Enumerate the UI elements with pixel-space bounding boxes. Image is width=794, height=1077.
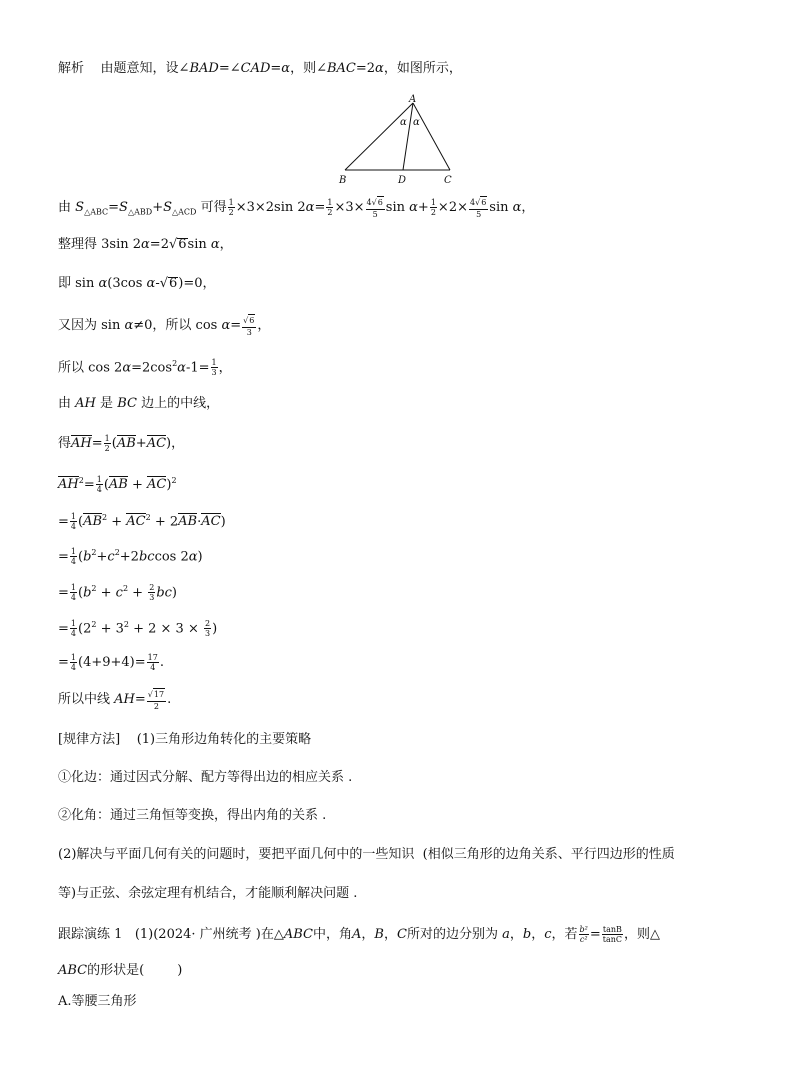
text: =	[58, 585, 69, 601]
vector: AB	[108, 477, 128, 493]
superscript: 2	[91, 548, 97, 557]
var: α	[146, 276, 156, 291]
method-label: [规律方法]	[58, 732, 121, 747]
vector: AH	[58, 477, 79, 493]
text: ，如图所示，	[383, 61, 462, 76]
label-b: B	[339, 175, 347, 186]
text: ①化边：通过因式分解、配方等得出边的相应关系 .	[58, 770, 353, 785]
text: +	[96, 585, 116, 601]
var: ABC	[283, 927, 313, 942]
text: 由题意知，设∠	[100, 61, 190, 76]
var: A	[352, 927, 362, 942]
superscript: 2	[91, 620, 97, 629]
text: (	[78, 514, 84, 530]
text: ，	[383, 927, 397, 942]
fraction: $\frac{√17}{2}$	[147, 690, 165, 711]
text: 是	[100, 396, 114, 411]
text: ×2×	[437, 200, 468, 215]
equation-line	[58, 653, 164, 672]
text: =	[134, 692, 146, 707]
fraction: $\frac{√6}{3}$	[243, 316, 255, 337]
text: (	[103, 477, 109, 493]
text: =	[108, 200, 120, 215]
text: (3cos	[107, 276, 143, 291]
text: ，	[257, 318, 271, 333]
text: =	[91, 436, 103, 451]
text: cos 2	[154, 549, 189, 565]
var: α	[281, 61, 291, 76]
text: +2	[119, 549, 139, 565]
text: 可得	[200, 200, 227, 215]
var: C	[397, 927, 407, 942]
bisector-ad	[403, 103, 413, 170]
fraction: $\frac{1}{3}$	[211, 358, 217, 378]
text: =2	[149, 237, 169, 252]
text: 所以中线	[58, 692, 111, 707]
text: )	[220, 514, 226, 530]
vector: AH	[71, 436, 92, 451]
fraction: $\frac{2}{3}$	[204, 619, 211, 639]
var: α	[221, 318, 231, 333]
text: ，	[218, 360, 232, 376]
var: c	[115, 585, 123, 601]
text: ，若	[551, 927, 578, 942]
text: sin	[489, 200, 509, 215]
var: b	[83, 549, 92, 565]
fraction: $\frac{1}{4}$	[70, 547, 76, 567]
text: ×3×2sin 2	[235, 200, 306, 215]
var: α	[141, 237, 150, 252]
vector: AC	[201, 514, 221, 530]
superscript: 2	[122, 584, 129, 593]
vector: AB	[83, 514, 103, 530]
text: )	[197, 549, 203, 565]
text: =	[58, 549, 69, 565]
fraction: $\frac{1}{2}$	[430, 198, 436, 217]
text: =	[314, 200, 326, 215]
equation-line	[58, 544, 203, 566]
var: BAD	[189, 61, 219, 76]
side-ac	[413, 103, 450, 170]
solution-label: 解析	[58, 61, 85, 76]
var: α	[305, 200, 315, 215]
text: ×3×	[334, 200, 365, 215]
superscript: 2	[78, 476, 84, 485]
text: 的形状是( )	[87, 963, 183, 978]
text: +	[417, 200, 429, 215]
equation-line	[58, 395, 219, 413]
var: α	[188, 549, 198, 565]
vector: AB	[178, 514, 198, 530]
fraction: $\frac{1}{2}$	[104, 434, 110, 453]
text: 又因为 sin	[58, 318, 121, 333]
practice-label: 跟踪演练 1	[58, 927, 123, 942]
var: b	[83, 585, 92, 601]
text: .	[167, 692, 172, 707]
text: +	[135, 436, 147, 451]
area-equation	[58, 196, 534, 222]
text: =∠	[218, 61, 241, 76]
text: )	[171, 585, 177, 601]
equation-line	[58, 314, 270, 337]
angle-label: α	[413, 117, 420, 128]
text: =	[58, 514, 69, 530]
equation-line	[58, 580, 177, 602]
text: (4+9+4)=	[78, 655, 146, 670]
text: =	[83, 477, 95, 493]
text: (	[111, 436, 117, 451]
text: =	[230, 318, 242, 333]
var: α	[122, 360, 132, 376]
text: + 2	[150, 514, 179, 530]
var: b	[522, 927, 532, 942]
fraction: $\frac{2}{3}$	[149, 583, 155, 603]
text: 边上的中线，	[141, 396, 220, 411]
var: α	[177, 360, 186, 376]
text: ，	[531, 927, 545, 942]
text: ·	[197, 514, 202, 530]
equation-line	[58, 434, 184, 453]
text: 中，角	[313, 927, 353, 942]
superscript: 2	[102, 513, 108, 522]
text: ，	[521, 200, 535, 215]
equation-line	[58, 616, 217, 638]
fraction: $\frac{1}{2}$	[327, 198, 333, 217]
var: bc	[138, 549, 155, 565]
text: +	[96, 549, 108, 565]
text: 所对的边分别为	[406, 927, 498, 942]
solution-intro	[58, 60, 462, 78]
subscript: △ACD	[172, 207, 197, 217]
text: (1)三角形边角转化的主要策略	[136, 732, 312, 747]
text: =	[58, 621, 69, 637]
practice-question-cont	[58, 962, 182, 980]
triangle-figure	[334, 92, 464, 186]
var: c	[107, 549, 115, 565]
var: α	[124, 318, 134, 333]
text: ，	[219, 237, 233, 252]
option-label: A.等腰三角形	[58, 994, 137, 1009]
text: 即 sin	[58, 276, 95, 291]
var: a	[502, 927, 510, 942]
method-item	[58, 769, 352, 787]
vector: AB	[116, 436, 136, 451]
text: +	[152, 200, 164, 215]
text: 整理得 3sin 2	[58, 237, 142, 252]
text: =2	[355, 61, 376, 76]
equation-line: 整理得 3sin 2α=2√6sin α，	[58, 237, 233, 252]
fraction: $\frac{1}{2}$	[228, 198, 234, 217]
superscript: 2	[145, 513, 151, 522]
angle-label: α	[400, 117, 407, 128]
text: +	[107, 514, 127, 530]
practice-question	[58, 925, 660, 944]
var: c	[544, 927, 552, 942]
radical: 6	[169, 276, 178, 291]
var: AH	[114, 692, 135, 707]
var: α	[98, 276, 108, 291]
fraction: $\frac{4√6}{5}$	[366, 198, 383, 219]
superscript: 2	[91, 584, 97, 593]
method-item	[58, 846, 675, 864]
var: S	[163, 200, 172, 215]
var: α	[210, 237, 220, 252]
var: B	[374, 927, 384, 942]
text: +	[127, 477, 148, 493]
radical: 6	[178, 237, 187, 252]
var: ABC	[58, 963, 88, 978]
text: (2	[78, 621, 92, 637]
subscript: △ABD	[127, 207, 153, 217]
text: =	[270, 61, 282, 76]
text: )	[212, 621, 218, 637]
method-heading	[58, 731, 311, 749]
text: sin	[187, 237, 207, 252]
var: BC	[117, 396, 137, 411]
text: sin	[385, 200, 405, 215]
equation-line	[58, 472, 177, 494]
text: (1)(2024· 广州统考 )在△	[134, 927, 284, 942]
superscript: 2	[114, 548, 120, 557]
superscript: 2	[171, 476, 177, 485]
text: =2cos	[131, 360, 173, 376]
text: )=0，	[178, 276, 216, 291]
text: 等)与正弦、余弦定理有机结合，才能顺利解决问题 .	[58, 886, 358, 901]
answer-option-a[interactable]	[58, 993, 137, 1011]
vector: AC	[126, 514, 146, 530]
fraction: $\frac{\text{b²}}{\text{c²}}$	[579, 925, 588, 944]
text: -	[155, 276, 160, 291]
method-item	[58, 807, 326, 825]
vector: AC	[146, 436, 167, 451]
text: 由	[58, 200, 72, 215]
text: )	[166, 477, 172, 493]
text: + 3	[96, 621, 124, 637]
var: S	[75, 200, 85, 215]
text: ②化角：通过三角恒等变换，得出内角的关系 .	[58, 808, 327, 823]
fraction: $\frac{1}{4}$	[70, 512, 76, 532]
var: α	[409, 200, 418, 215]
var: bc	[156, 585, 172, 601]
text: ，	[361, 927, 375, 942]
text: (2)解决与平面几何有关的问题时，要把平面几何中的一些知识 (相似三角形的边角关系、平行四边形的性质	[58, 847, 675, 862]
text: ，	[509, 927, 523, 942]
equation-line	[58, 688, 171, 711]
text: (	[78, 549, 84, 565]
text: 所以 cos 2	[58, 360, 123, 376]
text: =	[58, 655, 69, 670]
side-ab	[345, 103, 413, 170]
fraction: $\frac{4√6}{5}$	[469, 198, 487, 219]
superscript: 2	[123, 620, 129, 629]
fraction: $\frac{\tan B}{\tan C}$	[602, 925, 623, 944]
var: BAC	[326, 61, 356, 76]
text: 由	[58, 396, 72, 411]
text: (	[78, 585, 84, 601]
text: -1=	[185, 360, 210, 376]
equation-line	[58, 509, 226, 531]
text: ，则∠	[290, 61, 327, 76]
var: AH	[75, 396, 96, 411]
text: ≠0，所以 cos	[133, 318, 218, 333]
text: 得	[58, 436, 72, 451]
fraction: $\frac{1}{4}$	[96, 475, 102, 495]
var: α	[512, 200, 522, 215]
text: =	[589, 927, 601, 942]
text: +	[128, 585, 148, 601]
label-c: C	[444, 175, 452, 186]
superscript: 2	[172, 359, 178, 368]
text: .	[159, 655, 164, 670]
subscript: △ABC	[84, 207, 109, 217]
equation-line: 即 sin α(3cos α-√6)=0，	[58, 276, 216, 291]
text: )，	[166, 436, 185, 451]
label-d: D	[398, 175, 407, 186]
fraction: $\frac{17}{4}$	[147, 653, 158, 672]
fraction: $\frac{1}{4}$	[70, 583, 76, 603]
label-a: A	[409, 94, 417, 105]
var: CAD	[240, 61, 271, 76]
fraction: $\frac{1}{4}$	[70, 619, 76, 639]
var: S	[119, 200, 128, 215]
var: α	[375, 61, 384, 76]
vector: AC	[147, 477, 167, 493]
text: ，则△	[624, 927, 661, 942]
equation-line	[58, 355, 232, 377]
method-item	[58, 885, 357, 903]
fraction: $\frac{1}{4}$	[70, 653, 76, 672]
text: + 2 × 3 ×	[128, 621, 203, 637]
